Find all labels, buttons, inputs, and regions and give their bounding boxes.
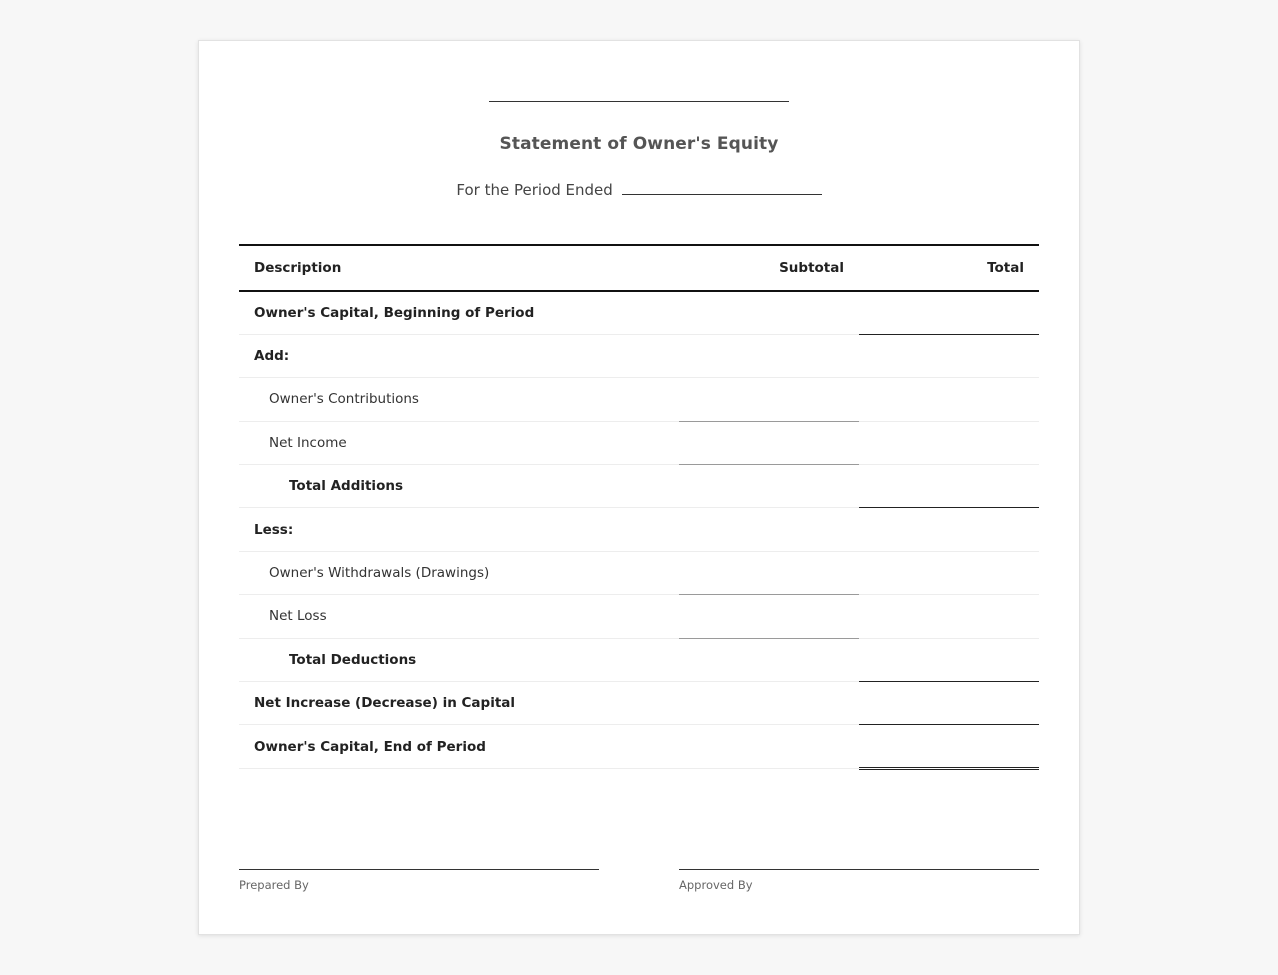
row-description: Total Deductions	[239, 638, 679, 681]
subtotal-cell[interactable]	[679, 638, 859, 681]
subtotal-cell[interactable]	[679, 595, 859, 638]
total-cell[interactable]	[859, 378, 1039, 421]
table-row	[239, 595, 1039, 638]
table-row	[239, 682, 1039, 725]
statement-page	[198, 40, 1080, 935]
prepared-by-label: Prepared By	[239, 878, 309, 892]
row-description: Net Increase (Decrease) in Capital	[239, 682, 679, 725]
period-label: For the Period Ended	[456, 181, 613, 199]
total-cell[interactable]	[859, 334, 1039, 377]
approved-by-label: Approved By	[679, 878, 753, 892]
total-cell[interactable]	[859, 421, 1039, 464]
total-cell[interactable]	[859, 638, 1039, 681]
row-description: Less:	[239, 508, 679, 551]
subtotal-cell[interactable]	[679, 291, 859, 334]
subtotal-cell[interactable]	[679, 725, 859, 768]
row-description: Net Loss	[239, 595, 679, 638]
row-description: Add:	[239, 334, 679, 377]
approved-by-line[interactable]	[679, 869, 1039, 870]
total-cell[interactable]	[859, 291, 1039, 334]
total-cell[interactable]	[859, 551, 1039, 594]
company-name-blank[interactable]	[489, 101, 789, 102]
table-row	[239, 551, 1039, 594]
column-header-subtotal: Subtotal	[679, 245, 859, 291]
total-cell[interactable]	[859, 508, 1039, 551]
total-cell[interactable]	[859, 725, 1039, 768]
total-cell[interactable]	[859, 682, 1039, 725]
period-date-blank[interactable]	[622, 181, 822, 195]
approved-by-signature[interactable]	[679, 869, 1039, 892]
table-row	[239, 421, 1039, 464]
subtotal-cell[interactable]	[679, 378, 859, 421]
row-description: Owner's Capital, Beginning of Period	[239, 291, 679, 334]
subtotal-cell[interactable]	[679, 421, 859, 464]
prepared-by-line[interactable]	[239, 869, 599, 870]
prepared-by-signature[interactable]	[239, 869, 599, 892]
table-header-row	[239, 245, 1039, 291]
column-header-total: Total	[859, 245, 1039, 291]
row-description: Owner's Withdrawals (Drawings)	[239, 551, 679, 594]
row-description: Owner's Capital, End of Period	[239, 725, 679, 768]
table-row	[239, 291, 1039, 334]
table-row	[239, 638, 1039, 681]
row-description: Total Additions	[239, 465, 679, 508]
subtotal-cell[interactable]	[679, 508, 859, 551]
page-title: Statement of Owner's Equity	[499, 134, 779, 154]
subtotal-cell[interactable]	[679, 334, 859, 377]
table-row	[239, 465, 1039, 508]
column-header-description: Description	[239, 245, 679, 291]
subtotal-cell[interactable]	[679, 682, 859, 725]
table-row	[239, 725, 1039, 768]
table-row	[239, 508, 1039, 551]
total-cell[interactable]	[859, 595, 1039, 638]
subtotal-cell[interactable]	[679, 465, 859, 508]
total-cell[interactable]	[859, 465, 1039, 508]
equity-table	[239, 244, 1039, 770]
row-description: Net Income	[239, 421, 679, 464]
table-row	[239, 334, 1039, 377]
period-row	[199, 181, 1079, 199]
subtotal-cell[interactable]	[679, 551, 859, 594]
table-row	[239, 378, 1039, 421]
row-description: Owner's Contributions	[239, 378, 679, 421]
